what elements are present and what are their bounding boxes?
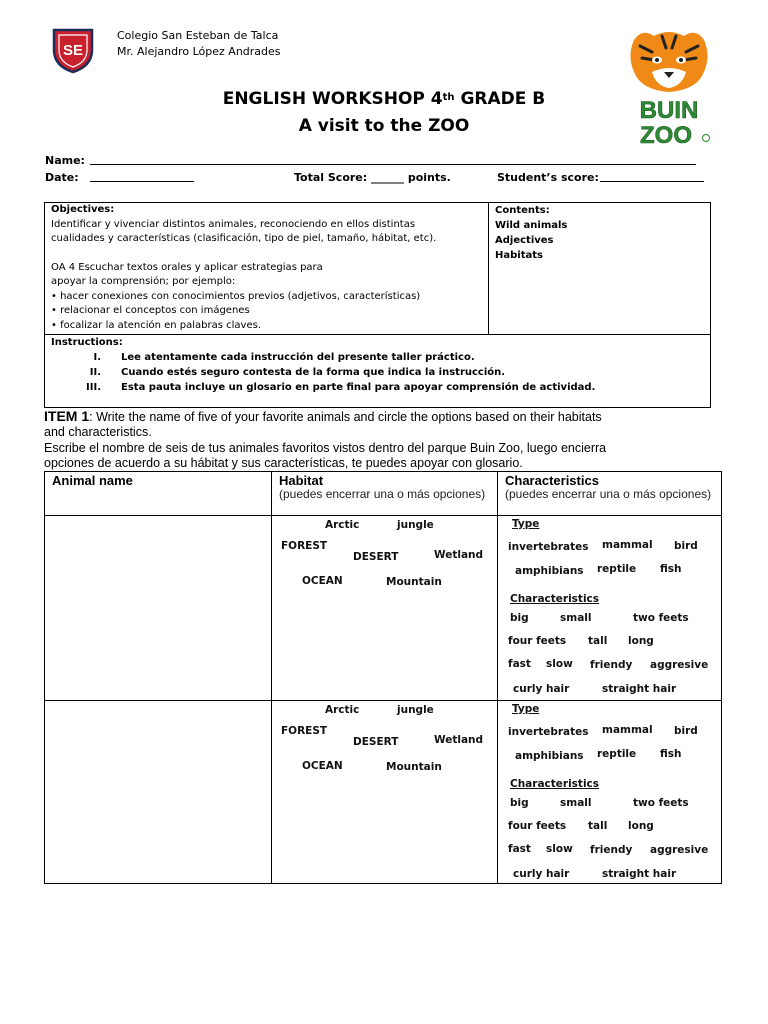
objectives-line: Identificar y vivenciar distintos animales, reconociendo en ellos distintas	[51, 218, 416, 230]
contents-heading: Contents:	[495, 205, 550, 216]
item1-instructions-en: ITEM 1: Write the name of five of your favorite animals and circle the options based on their habitats and characteristics.	[44, 408, 602, 439]
habitat-option-forest[interactable]: FOREST	[281, 725, 328, 737]
item1-label: ITEM 1	[44, 408, 90, 424]
char-option-small[interactable]: small	[560, 797, 592, 809]
total-score: Total Score: ______ points.	[294, 171, 451, 184]
school-name: Colegio San Esteban de Talca	[117, 29, 279, 42]
school-logo	[48, 24, 98, 74]
item1-instructions-es: Escribe el nombre de seis de tus animales favoritos vistos dentro del parque Buin Zoo, luego encierra opciones de acuerdo a su hábitat y sus características, te puedes apoyar con glosario.	[44, 441, 607, 470]
student-score-label: Student’s score:	[497, 171, 599, 184]
characteristics-options	[498, 701, 722, 883]
objective-bullet: • hacer conexiones con conocimientos previos (adjetivos, características)	[51, 290, 421, 302]
instructions-heading: Instructions:	[51, 337, 123, 348]
char-option-slow[interactable]: slow	[546, 658, 573, 670]
type-option-mammal[interactable]: mammal	[602, 724, 653, 736]
char-option-slow[interactable]: slow	[546, 843, 573, 855]
contents-item: Wild animals	[495, 220, 568, 231]
characteristics-options	[498, 516, 722, 699]
col-characteristics-header: Characteristics (puedes encerrar una o más opciones)	[505, 473, 712, 501]
char-option-straight-hair[interactable]: straight hair	[602, 868, 677, 880]
name-label: Name:	[45, 154, 85, 167]
char-option-four-feets[interactable]: four feets	[508, 820, 567, 832]
logo-buin: BUIN	[639, 97, 699, 124]
type-label: Type	[512, 518, 540, 530]
type-option-reptile[interactable]: reptile	[597, 748, 637, 760]
school-info	[117, 28, 281, 60]
animal-name-cell[interactable]	[46, 516, 270, 699]
habitat-option-mountain[interactable]: Mountain	[386, 761, 442, 773]
type-label: Type	[512, 703, 540, 715]
habitat-option-arctic[interactable]: Arctic	[325, 519, 360, 531]
contents-item: Adjectives	[495, 235, 554, 246]
title-line-1: ENGLISH WORKSHOP 4th GRADE B	[222, 89, 546, 109]
characteristics-label: Characteristics	[510, 778, 600, 790]
habitat-option-forest[interactable]: FOREST	[281, 540, 328, 552]
char-option-curly-hair[interactable]: curly hair	[513, 868, 570, 880]
oa-line: OA 4 Escuchar textos orales y aplicar estrategias para	[51, 261, 323, 273]
habitat-option-ocean[interactable]: OCEAN	[302, 760, 343, 772]
habitat-option-arctic[interactable]: Arctic	[325, 704, 360, 716]
student-score-field[interactable]	[600, 172, 704, 182]
habitat-option-mountain[interactable]: Mountain	[386, 576, 442, 588]
char-option-friendy[interactable]: friendy	[590, 844, 633, 856]
char-option-fast[interactable]: fast	[508, 658, 531, 670]
char-option-long[interactable]: long	[628, 820, 654, 832]
objectives-cell	[45, 203, 489, 335]
char-option-aggresive[interactable]: aggresive	[650, 844, 709, 856]
title-line-2: A visit to the ZOO	[298, 116, 470, 136]
worksheet-title	[0, 86, 768, 140]
name-row	[45, 154, 85, 167]
school-logo-text: SE	[62, 42, 84, 59]
objective-bullet: • focalizar la atención en palabras claves.	[51, 319, 261, 331]
char-option-long[interactable]: long	[628, 635, 654, 647]
date-label: Date:	[45, 171, 79, 184]
char-option-small[interactable]: small	[560, 612, 592, 624]
type-option-amphibians[interactable]: amphibians	[515, 750, 584, 762]
char-option-four-feets[interactable]: four feets	[508, 635, 567, 647]
type-option-invertebrates[interactable]: invertebrates	[508, 726, 589, 738]
char-option-aggresive[interactable]: aggresive	[650, 659, 709, 671]
char-option-two-feets[interactable]: two feets	[633, 797, 689, 809]
instructions-cell	[45, 335, 710, 407]
contents-item: Habitats	[495, 250, 543, 261]
type-option-invertebrates[interactable]: invertebrates	[508, 541, 589, 553]
objective-bullet: • relacionar el conceptos con imágenes	[51, 305, 250, 316]
type-option-bird[interactable]: bird	[674, 725, 698, 737]
teacher-name: Mr. Alejandro López Andrades	[117, 45, 281, 58]
habitat-option-ocean[interactable]: OCEAN	[302, 575, 343, 587]
habitat-option-jungle[interactable]: jungle	[397, 519, 434, 531]
char-option-friendy[interactable]: friendy	[590, 659, 633, 671]
habitat-option-wetland[interactable]: Wetland	[434, 734, 484, 746]
char-option-tall[interactable]: tall	[588, 635, 608, 647]
instruction-item: II. Cuando estés seguro contesta de la forma que indica la instrucción.	[89, 367, 506, 378]
objectives-box	[44, 202, 711, 408]
instruction-item: III. Esta pauta incluye un glosario en parte final para apoyar comprensión de actividad.	[86, 382, 596, 393]
type-option-fish[interactable]: fish	[660, 563, 682, 575]
habitat-option-jungle[interactable]: jungle	[397, 704, 434, 716]
objectives-line: cualidades y características (clasificación, tipo de piel, tamaño, hábitat, etc).	[51, 233, 437, 244]
type-option-mammal[interactable]: mammal	[602, 539, 653, 551]
col-habitat-header: Habitat (puedes encerrar una o más opciones)	[279, 473, 486, 501]
type-option-amphibians[interactable]: amphibians	[515, 565, 584, 577]
char-option-two-feets[interactable]: two feets	[633, 612, 689, 624]
name-field[interactable]	[90, 155, 696, 165]
animals-table	[44, 471, 722, 884]
habitat-option-desert[interactable]: DESERT	[353, 551, 399, 563]
logo-zoo: ZOO	[640, 122, 692, 148]
char-option-big[interactable]: big	[510, 797, 529, 809]
instruction-item: I. Lee atentamente cada instrucción del presente taller práctico.	[93, 352, 475, 363]
animal-name-cell[interactable]	[46, 701, 270, 883]
char-option-straight-hair[interactable]: straight hair	[602, 683, 677, 695]
date-field[interactable]	[90, 172, 194, 182]
type-option-fish[interactable]: fish	[660, 748, 682, 760]
characteristics-label: Characteristics	[510, 593, 600, 605]
type-option-reptile[interactable]: reptile	[597, 563, 637, 575]
char-option-tall[interactable]: tall	[588, 820, 608, 832]
type-option-bird[interactable]: bird	[674, 540, 698, 552]
habitat-options	[272, 701, 497, 883]
char-option-curly-hair[interactable]: curly hair	[513, 683, 570, 695]
habitat-options	[272, 516, 497, 699]
habitat-option-desert[interactable]: DESERT	[353, 736, 399, 748]
char-option-fast[interactable]: fast	[508, 843, 531, 855]
contents-cell	[489, 203, 710, 335]
objectives-heading: Objectives:	[51, 204, 115, 215]
habitat-option-wetland[interactable]: Wetland	[434, 549, 484, 561]
char-option-big[interactable]: big	[510, 612, 529, 624]
col-animal-name-header: Animal name	[52, 473, 133, 488]
oa-line: apoyar la comprensión; por ejemplo:	[51, 276, 236, 287]
